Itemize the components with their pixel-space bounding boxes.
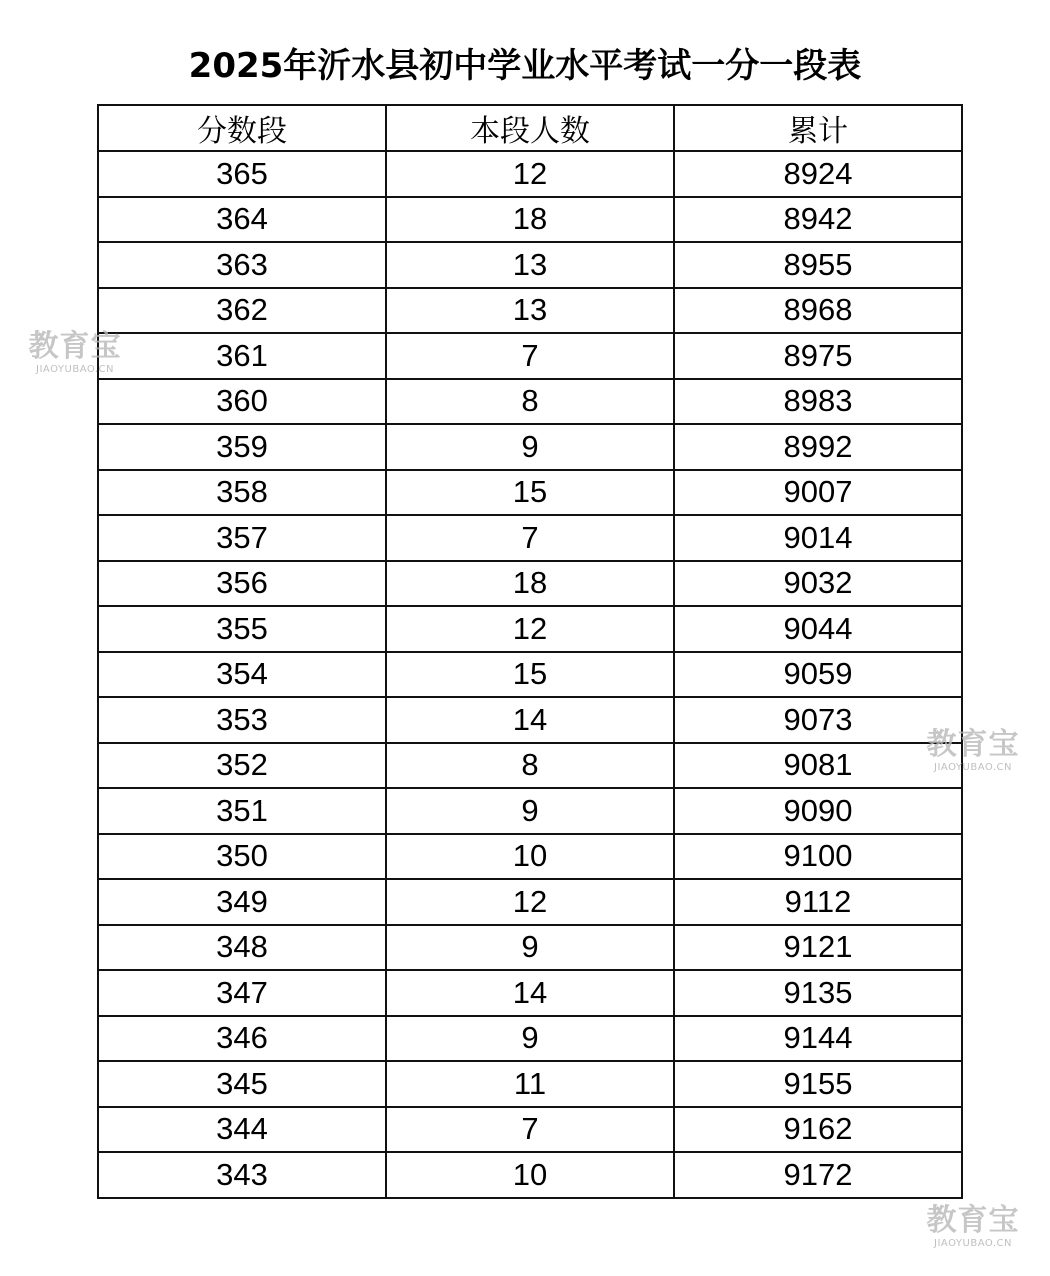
cell-segment-count: 11 xyxy=(386,1061,674,1107)
cell-segment-count: 14 xyxy=(386,970,674,1016)
cell-cumulative: 9014 xyxy=(674,515,962,561)
table-row xyxy=(98,834,962,880)
cell-segment-count: 18 xyxy=(386,561,674,607)
table-row xyxy=(98,288,962,334)
cell-cumulative: 9081 xyxy=(674,743,962,789)
cell-segment-count: 9 xyxy=(386,424,674,470)
cell-segment-count: 9 xyxy=(386,1016,674,1062)
watermark-logo-text: 教育宝 xyxy=(926,727,1020,762)
cell-segment-count: 10 xyxy=(386,1152,674,1198)
table-row xyxy=(98,197,962,243)
cell-cumulative: 8992 xyxy=(674,424,962,470)
cell-segment-count: 12 xyxy=(386,151,674,197)
cell-cumulative: 8968 xyxy=(674,288,962,334)
table-row xyxy=(98,1107,962,1153)
cell-score-range: 348 xyxy=(98,925,386,971)
cell-segment-count: 9 xyxy=(386,788,674,834)
column-header-cumulative: 累计 xyxy=(674,105,962,151)
watermark-right-bottom xyxy=(914,1204,1032,1250)
cell-segment-count: 13 xyxy=(386,242,674,288)
cell-score-range: 349 xyxy=(98,879,386,925)
watermark-right-middle xyxy=(914,728,1032,774)
cell-score-range: 363 xyxy=(98,242,386,288)
table-row xyxy=(98,788,962,834)
cell-cumulative: 8924 xyxy=(674,151,962,197)
table-row xyxy=(98,1152,962,1198)
cell-segment-count: 12 xyxy=(386,879,674,925)
cell-score-range: 352 xyxy=(98,743,386,789)
table-row xyxy=(98,379,962,425)
cell-cumulative: 8975 xyxy=(674,333,962,379)
table-row xyxy=(98,743,962,789)
column-header-segment-count: 本段人数 xyxy=(386,105,674,151)
watermark-domain: JIAOYUBAO.CN xyxy=(934,1238,1012,1249)
cell-score-range: 350 xyxy=(98,834,386,880)
table-row xyxy=(98,1016,962,1062)
table-row xyxy=(98,470,962,516)
cell-score-range: 345 xyxy=(98,1061,386,1107)
cell-cumulative: 9112 xyxy=(674,879,962,925)
table-header-row xyxy=(98,105,962,151)
cell-cumulative: 9059 xyxy=(674,652,962,698)
watermark-domain: JIAOYUBAO.CN xyxy=(934,762,1012,773)
cell-cumulative: 9135 xyxy=(674,970,962,1016)
table-row xyxy=(98,561,962,607)
cell-segment-count: 9 xyxy=(386,925,674,971)
table-row xyxy=(98,151,962,197)
cell-cumulative: 9007 xyxy=(674,470,962,516)
cell-score-range: 353 xyxy=(98,697,386,743)
cell-segment-count: 7 xyxy=(386,333,674,379)
cell-score-range: 344 xyxy=(98,1107,386,1153)
cell-score-range: 346 xyxy=(98,1016,386,1062)
cell-cumulative: 8942 xyxy=(674,197,962,243)
table-row xyxy=(98,1061,962,1107)
cell-cumulative: 9162 xyxy=(674,1107,962,1153)
cell-segment-count: 13 xyxy=(386,288,674,334)
cell-cumulative: 9144 xyxy=(674,1016,962,1062)
cell-score-range: 365 xyxy=(98,151,386,197)
cell-score-range: 358 xyxy=(98,470,386,516)
page-title: 2025年沂水县初中学业水平考试一分一段表 xyxy=(188,46,862,86)
cell-segment-count: 15 xyxy=(386,470,674,516)
table-row xyxy=(98,925,962,971)
watermark-left xyxy=(16,330,134,376)
cell-score-range: 343 xyxy=(98,1152,386,1198)
score-distribution-table xyxy=(97,104,963,1199)
cell-segment-count: 12 xyxy=(386,606,674,652)
watermark-logo-text: 教育宝 xyxy=(28,329,122,364)
cell-score-range: 359 xyxy=(98,424,386,470)
table-row xyxy=(98,515,962,561)
column-header-score-range: 分数段 xyxy=(98,105,386,151)
table-row xyxy=(98,879,962,925)
cell-segment-count: 7 xyxy=(386,1107,674,1153)
cell-cumulative: 9121 xyxy=(674,925,962,971)
cell-score-range: 360 xyxy=(98,379,386,425)
cell-cumulative: 9090 xyxy=(674,788,962,834)
cell-score-range: 362 xyxy=(98,288,386,334)
cell-segment-count: 10 xyxy=(386,834,674,880)
cell-score-range: 357 xyxy=(98,515,386,561)
cell-segment-count: 18 xyxy=(386,197,674,243)
cell-score-range: 347 xyxy=(98,970,386,1016)
cell-cumulative: 8955 xyxy=(674,242,962,288)
cell-cumulative: 9100 xyxy=(674,834,962,880)
cell-score-range: 361 xyxy=(98,333,386,379)
table-row xyxy=(98,652,962,698)
table-row xyxy=(98,606,962,652)
table-row xyxy=(98,333,962,379)
table-row xyxy=(98,970,962,1016)
cell-cumulative: 8983 xyxy=(674,379,962,425)
cell-segment-count: 14 xyxy=(386,697,674,743)
table-row xyxy=(98,424,962,470)
cell-cumulative: 9044 xyxy=(674,606,962,652)
cell-score-range: 355 xyxy=(98,606,386,652)
table-body xyxy=(98,151,962,1198)
watermark-domain: JIAOYUBAO.CN xyxy=(36,364,114,375)
table-row xyxy=(98,697,962,743)
cell-score-range: 364 xyxy=(98,197,386,243)
cell-score-range: 354 xyxy=(98,652,386,698)
cell-cumulative: 9032 xyxy=(674,561,962,607)
cell-score-range: 351 xyxy=(98,788,386,834)
cell-cumulative: 9073 xyxy=(674,697,962,743)
cell-cumulative: 9172 xyxy=(674,1152,962,1198)
cell-segment-count: 8 xyxy=(386,379,674,425)
cell-segment-count: 15 xyxy=(386,652,674,698)
watermark-logo-text: 教育宝 xyxy=(926,1203,1020,1238)
cell-segment-count: 8 xyxy=(386,743,674,789)
cell-segment-count: 7 xyxy=(386,515,674,561)
cell-cumulative: 9155 xyxy=(674,1061,962,1107)
table-row xyxy=(98,242,962,288)
cell-score-range: 356 xyxy=(98,561,386,607)
